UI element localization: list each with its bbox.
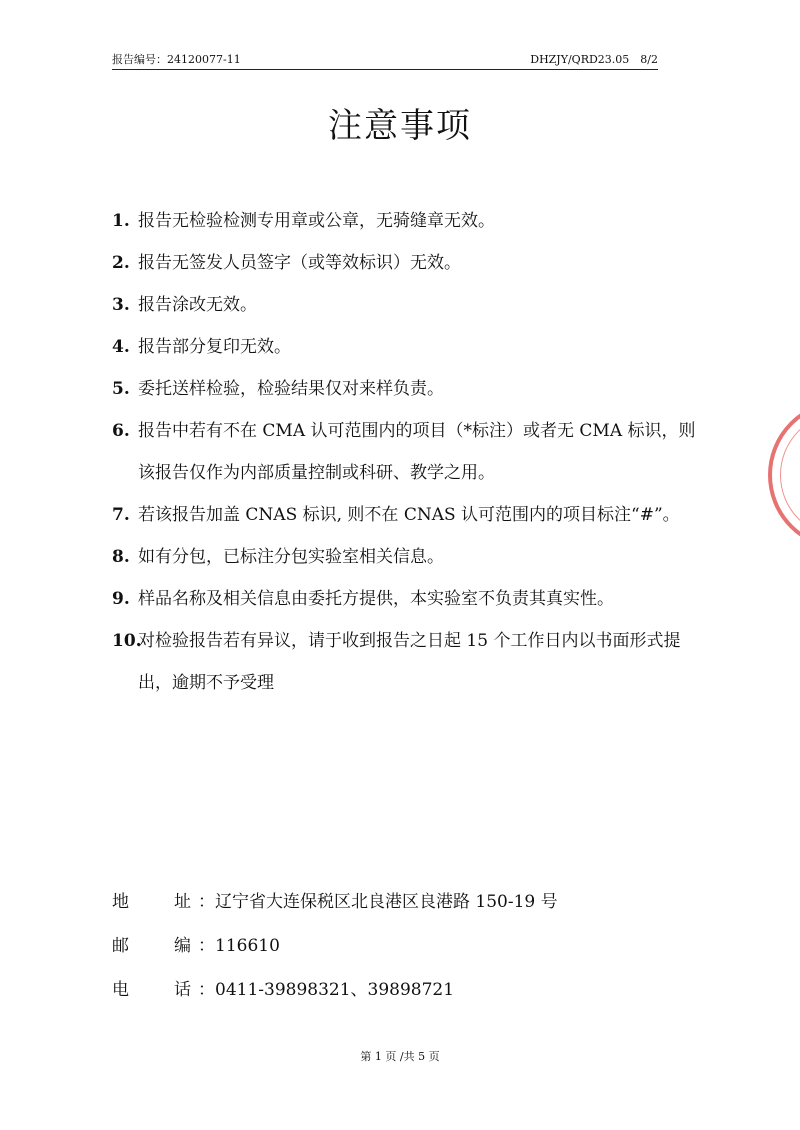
notice-number: 4. [112,337,130,357]
notice-number: 1. [112,211,130,231]
postcode-label-1: 邮 [112,936,129,956]
phone-label-1: 电 [112,980,129,1000]
notice-text: 报告部分复印无效。 [138,337,291,357]
notice-item [112,536,712,578]
notice-text: 报告无签发人员签字（或等效标识）无效。 [138,253,461,273]
phone-row [112,968,672,1012]
postcode-label-2: 编 [174,936,191,956]
notice-number: 9. [112,589,130,609]
stamp-seal [768,400,800,550]
notice-number: 10. [112,631,142,651]
page-title: 注意事项 [328,106,472,146]
document-code: DHZJY/QRD23.05 8/2 [530,53,658,66]
notice-number: 3. [112,295,130,315]
notice-item [112,410,712,494]
address-row [112,880,672,924]
notice-text: 委托送样检验，检验结果仅对来样负责。 [138,379,444,399]
phone-label-2: 话 [174,980,191,1000]
notice-item [112,494,712,536]
notice-list [112,200,712,704]
contact-info [112,880,672,1012]
notice-number: 8. [112,547,130,567]
notice-text: 对检验报告若有异议，请于收到报告之日起 15 个工作日内以书面形式提出，逾期不予受理 [138,631,681,693]
notice-text: 样品名称及相关信息由委托方提供，本实验室不负责其真实性。 [138,589,614,609]
notice-item [112,620,712,704]
notice-item [112,200,712,242]
notice-number: 7. [112,505,130,525]
notice-number: 2. [112,253,130,273]
notice-item [112,368,712,410]
notice-text: 若该报告加盖 CNAS 标识, 则不在 CNAS 认可范围内的项目标注“#”。 [138,505,680,525]
postcode-row [112,924,672,968]
address-label-1: 地 [112,892,129,912]
phone-value: ：0411-39898321、39898721 [198,980,455,1000]
notice-number: 5. [112,379,130,399]
notice-item [112,242,712,284]
notice-text: 报告无检验检测专用章或公章，无骑缝章无效。 [138,211,495,231]
notice-item [112,284,712,326]
page-footer: 第 1 页 /共 5 页 [360,1050,440,1063]
page-header [112,47,658,70]
address-label-2: 址 [174,892,191,912]
address-value: ：辽宁省大连保税区北良港区良港路 150-19 号 [198,892,558,912]
notice-text: 如有分包，已标注分包实验室相关信息。 [138,547,444,567]
report-number: 报告编号：24120077-11 [112,53,241,66]
postcode-value: ：116610 [198,936,280,956]
notice-item [112,326,712,368]
notice-number: 6. [112,421,130,441]
stamp-inner-ring [780,412,800,538]
notice-text: 报告中若有不在 CMA 认可范围内的项目（*标注）或者无 CMA 标识，则该报告仅作为内部质量控制或科研、教学之用。 [138,421,696,483]
notice-item [112,578,712,620]
notice-text: 报告涂改无效。 [138,295,257,315]
